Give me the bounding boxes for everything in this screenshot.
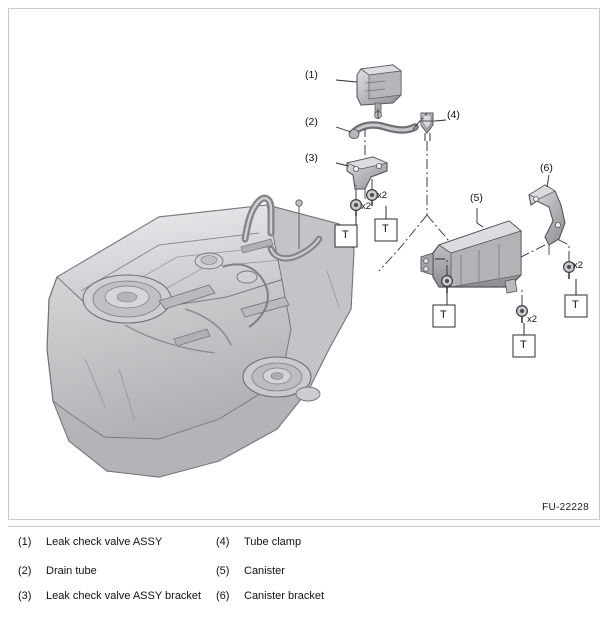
quantity-mark-3: x2 — [527, 314, 538, 325]
legend-column-left — [18, 535, 248, 614]
legend-item — [18, 589, 248, 604]
legend-label: Canister — [244, 565, 285, 577]
legend-column-right — [216, 535, 476, 614]
legend-label: Canister bracket — [244, 590, 325, 602]
legend-number: (5) — [216, 565, 230, 577]
canister — [421, 221, 521, 293]
legend-label: Leak check valve ASSY — [46, 536, 163, 548]
legend-number: (3) — [18, 590, 32, 602]
leak-check-valve-assy — [357, 65, 401, 118]
legend-label: Tube clamp — [244, 536, 302, 548]
torque-mark-5: T — [572, 299, 579, 311]
legend-label: Leak check valve ASSY bracket — [46, 590, 202, 602]
callout-1: (1) — [305, 69, 318, 81]
legend-item — [216, 589, 476, 604]
legend-item — [18, 535, 248, 550]
legend-number: (6) — [216, 590, 230, 602]
figure-panel — [8, 8, 600, 520]
legend-label: Drain tube — [46, 565, 97, 577]
torque-mark-2: T — [382, 223, 389, 235]
legend — [8, 526, 600, 618]
callout-2: (2) — [305, 116, 318, 128]
quantity-mark-1: x2 — [361, 201, 372, 212]
legend-item — [216, 564, 476, 579]
callout-5: (5) — [470, 192, 483, 204]
legend-item — [18, 564, 248, 579]
legend-number: (4) — [216, 536, 230, 548]
callout-6: (6) — [540, 162, 553, 174]
legend-number: (1) — [18, 536, 32, 548]
tube-clamp — [419, 113, 435, 141]
figure-code: FU-22228 — [542, 502, 589, 513]
legend-item — [216, 535, 476, 550]
legend-number: (2) — [18, 565, 32, 577]
torque-mark-4: T — [520, 339, 527, 351]
fuel-tank-assembly-illustration — [9, 9, 599, 519]
quantity-mark-2: x2 — [377, 190, 388, 201]
quantity-mark-4: x2 — [573, 260, 584, 271]
torque-mark-3: T — [440, 309, 447, 321]
drain-tube — [349, 125, 415, 139]
canister-bracket — [529, 185, 565, 255]
torque-mark-1: T — [342, 229, 349, 241]
callout-4: (4) — [447, 109, 460, 121]
callout-3: (3) — [305, 152, 318, 164]
